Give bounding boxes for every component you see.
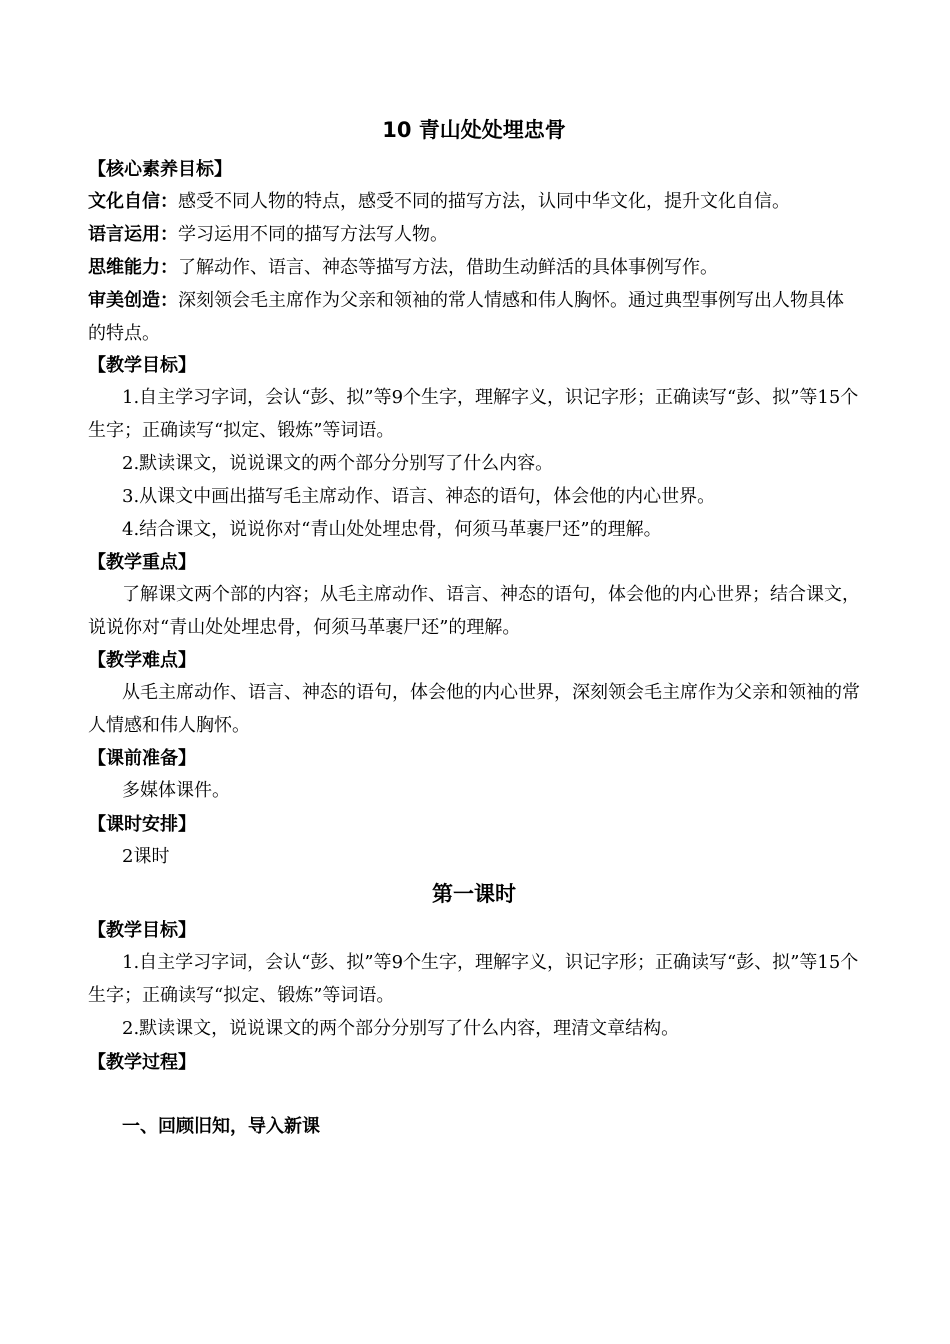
lesson1-title: 第一课时: [432, 882, 516, 906]
prep-heading: 【课前准备】: [88, 748, 196, 769]
core-item-aesthetic: [88, 284, 860, 350]
difficult-heading: 【教学难点】: [88, 650, 196, 671]
step1-heading: 一、回顾旧知，导入新课: [122, 1116, 320, 1137]
core-item-language: [88, 218, 860, 251]
lesson1-goal-item: 2.默读课文，说说课文的两个部分分别写了什么内容，理清文章结构。: [122, 1018, 680, 1039]
goals-heading: 【教学目标】: [88, 355, 196, 376]
core-label: 思维能力：: [88, 257, 178, 278]
core-text: 感受不同人物的特点，感受不同的描写方法，认同中华文化，提升文化自信。: [178, 191, 790, 212]
core-label: 审美创造：: [88, 290, 178, 311]
process-heading: 【教学过程】: [88, 1052, 196, 1073]
core-label: 语言运用：: [88, 224, 178, 245]
schedule-heading: 【课时安排】: [88, 814, 196, 835]
core-label: 文化自信：: [88, 191, 178, 212]
lesson1-goals-heading: 【教学目标】: [88, 920, 196, 941]
page-title: 10 青山处处埋忠骨: [382, 118, 566, 142]
difficult-text: 从毛主席动作、语言、神态的语句，体会他的内心世界，深刻领会毛主席作为父亲和领袖的常人情感和伟人胸怀。: [88, 682, 860, 736]
goal-item: 2.默读课文，说说课文的两个部分分别写了什么内容。: [122, 453, 554, 474]
goal-item: 1.自主学习字词，会认“彭、拟”等9个生字，理解字义，识记字形；正确读写“彭、拟”等15个生字；正确读写“拟定、锻炼”等词语。: [88, 387, 859, 441]
prep-text: 多媒体课件。: [122, 780, 230, 801]
schedule-text: 2课时: [122, 846, 170, 867]
key-heading: 【教学重点】: [88, 552, 196, 573]
core-item-thinking: [88, 251, 860, 284]
core-heading: 【核心素养目标】: [88, 159, 232, 180]
core-text: 了解动作、语言、神态等描写方法，借助生动鲜活的具体事例写作。: [178, 257, 718, 278]
lesson1-goal-item: 1.自主学习字词，会认“彭、拟”等9个生字，理解字义，识记字形；正确读写“彭、拟”等15个生字；正确读写“拟定、锻炼”等词语。: [88, 952, 859, 1006]
goal-item: 4.结合课文，说说你对“青山处处埋忠骨，何须马革裹尸还”的理解。: [122, 519, 662, 540]
core-text: 深刻领会毛主席作为父亲和领袖的常人情感和伟人胸怀。通过典型事例写出人物具体的特点。: [88, 290, 844, 344]
core-text: 学习运用不同的描写方法写人物。: [178, 224, 448, 245]
core-item-culture: [88, 185, 860, 218]
key-text: 了解课文两个部的内容；从毛主席动作、语言、神态的语句，体会他的内心世界；结合课文，说说你对“青山处处埋忠骨，何须马革裹尸还”的理解。: [88, 584, 860, 638]
goal-item: 3.从课文中画出描写毛主席动作、语言、神态的语句，体会他的内心世界。: [122, 486, 716, 507]
